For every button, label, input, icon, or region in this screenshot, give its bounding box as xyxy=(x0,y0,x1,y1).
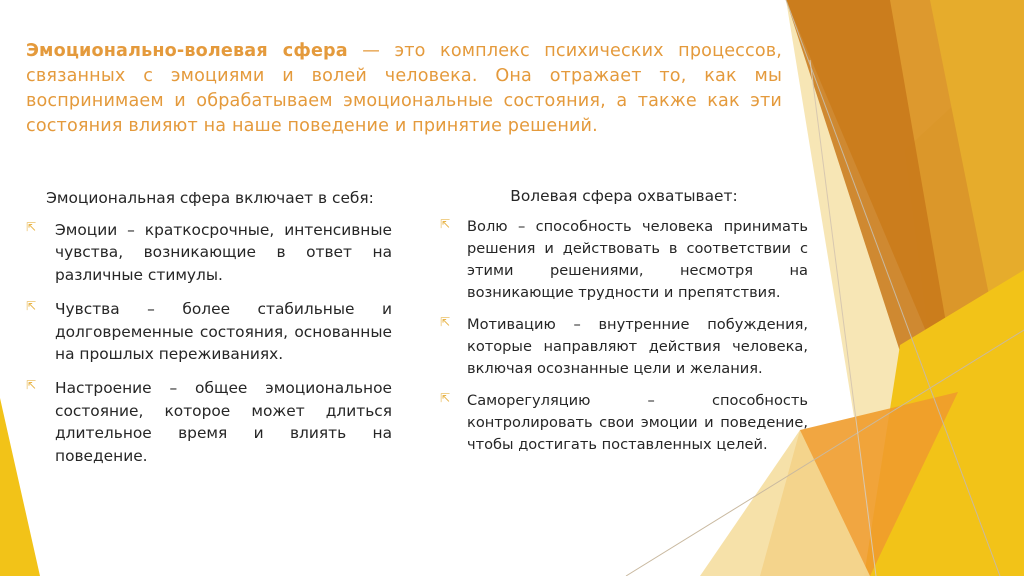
arrow-bullet-icon: ⇱ xyxy=(440,315,451,329)
page-title xyxy=(26,39,782,139)
arrow-bullet-icon: ⇱ xyxy=(440,391,451,405)
list-item: ⇱ Мотивацию – внутренние побуждения, которые направляют действия человека, включая осознанные цели и желания. xyxy=(440,314,808,380)
list-item: ⇱ Чувства – более стабильные и долговременные состояния, основанные на прошлых переживаниях. xyxy=(26,298,392,365)
title-definition: — это комплекс психических процессов, связанных с эмоциями и волей человека. Она отражает то, как мы воспринимаем и обрабатываем эмоциональные состояния, а также как эти состояния влияют на наше поведение и принятие решений. xyxy=(26,41,782,136)
right-column-heading: Волевая сфера охватывает: xyxy=(510,187,738,205)
list-item: ⇱ Настроение – общее эмоциональное состояние, которое может длиться длительное время и влиять на поведение. xyxy=(26,377,392,467)
arrow-bullet-icon: ⇱ xyxy=(26,378,37,393)
right-list xyxy=(440,216,808,466)
title-term: Эмоционально-волевая сфера xyxy=(26,41,348,61)
list-item: ⇱ Волю – способность человека принимать решения и действовать в соответствии с этими решениями, несмотря на возникающие трудности и препятствия. xyxy=(440,216,808,304)
list-item: ⇱ Эмоции – краткосрочные, интенсивные чувства, возникающие в ответ на различные стимулы. xyxy=(26,219,392,286)
arrow-bullet-icon: ⇱ xyxy=(26,220,37,234)
left-column-heading: Эмоциональная сфера включает в себя: xyxy=(46,189,374,207)
arrow-bullet-icon: ⇱ xyxy=(440,217,451,231)
list-item: ⇱ Саморегуляцию – способность контролировать свои эмоции и поведение, чтобы достигать поставленных целей. xyxy=(440,390,808,456)
arrow-bullet-icon: ⇱ xyxy=(26,299,37,314)
left-list xyxy=(26,219,392,479)
